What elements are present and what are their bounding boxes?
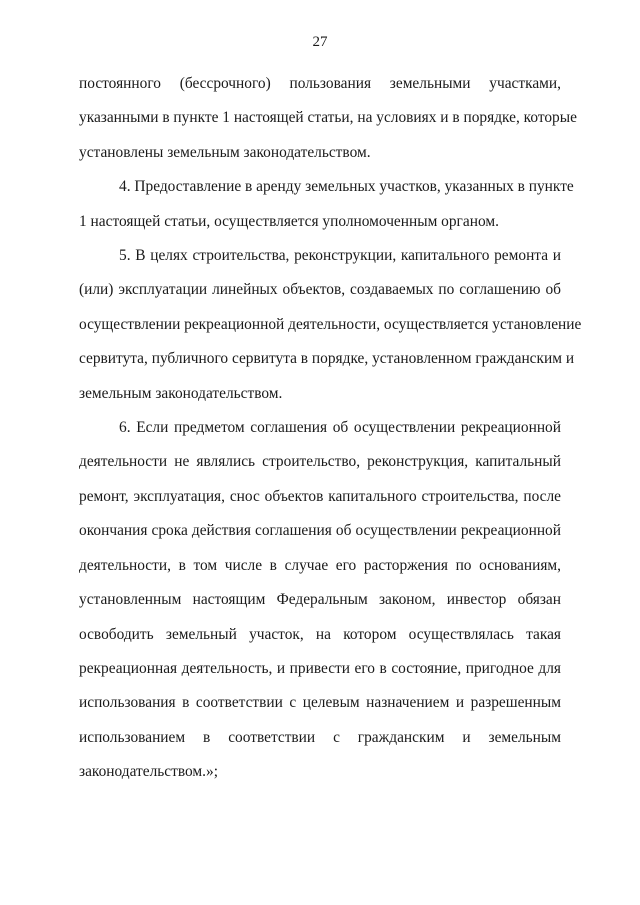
text-line: осуществлении рекреационной деятельности, осуществляется установление	[79, 315, 582, 333]
text-line: законодательством.»;	[79, 763, 218, 781]
text-line: 4. Предоставление в аренду земельных участков, указанных в пункте	[119, 178, 574, 196]
text-line: освободить земельный участок, на котором осуществлялась такая	[79, 625, 561, 643]
text-line: 5. В целях строительства, реконструкции, капитального ремонта и	[119, 247, 561, 265]
text-line: 6. Если предметом соглашения об осуществлении рекреационной	[119, 419, 561, 437]
text-line: деятельности не являлись строительство, реконструкция, капитальный	[79, 453, 561, 471]
text-line: деятельности, в том числе в случае его расторжения по основаниям,	[79, 556, 561, 574]
text-line: земельным законодательством.	[79, 384, 283, 402]
page-number: 27	[312, 34, 328, 50]
text-line: рекреационная деятельность, и привести его в состояние, пригодное для	[79, 659, 561, 677]
paragraph-item-6	[79, 411, 561, 789]
text-line: использованием в соответствии с гражданским и земельным	[79, 728, 561, 746]
paragraph-continuation	[79, 67, 577, 170]
text-line: 1 настоящей статьи, осуществляется уполномоченным органом.	[79, 212, 499, 230]
text-line: установленным настоящим Федеральным законом, инвестор обязан	[79, 591, 561, 609]
text-line: ремонт, эксплуатация, снос объектов капитального строительства, после	[79, 487, 561, 505]
text-line: сервитута, публичного сервитута в порядке, установленном гражданским и	[79, 350, 575, 368]
paragraph-item-4	[79, 170, 574, 239]
text-line: установлены земельным законодательством.	[79, 143, 371, 161]
paragraph-item-5	[79, 239, 582, 411]
text-line: постоянного (бессрочного) пользования земельными участками,	[79, 75, 561, 92]
text-line: указанными в пункте 1 настоящей статьи, на условиях и в порядке, которые	[79, 109, 577, 127]
text-line: окончания срока действия соглашения об осуществлении рекреационной	[79, 522, 561, 540]
document-body	[79, 67, 582, 790]
text-line: (или) эксплуатации линейных объектов, создаваемых по соглашению об	[79, 281, 561, 299]
text-line: использования в соответствии с целевым назначением и разрешенным	[79, 694, 561, 712]
